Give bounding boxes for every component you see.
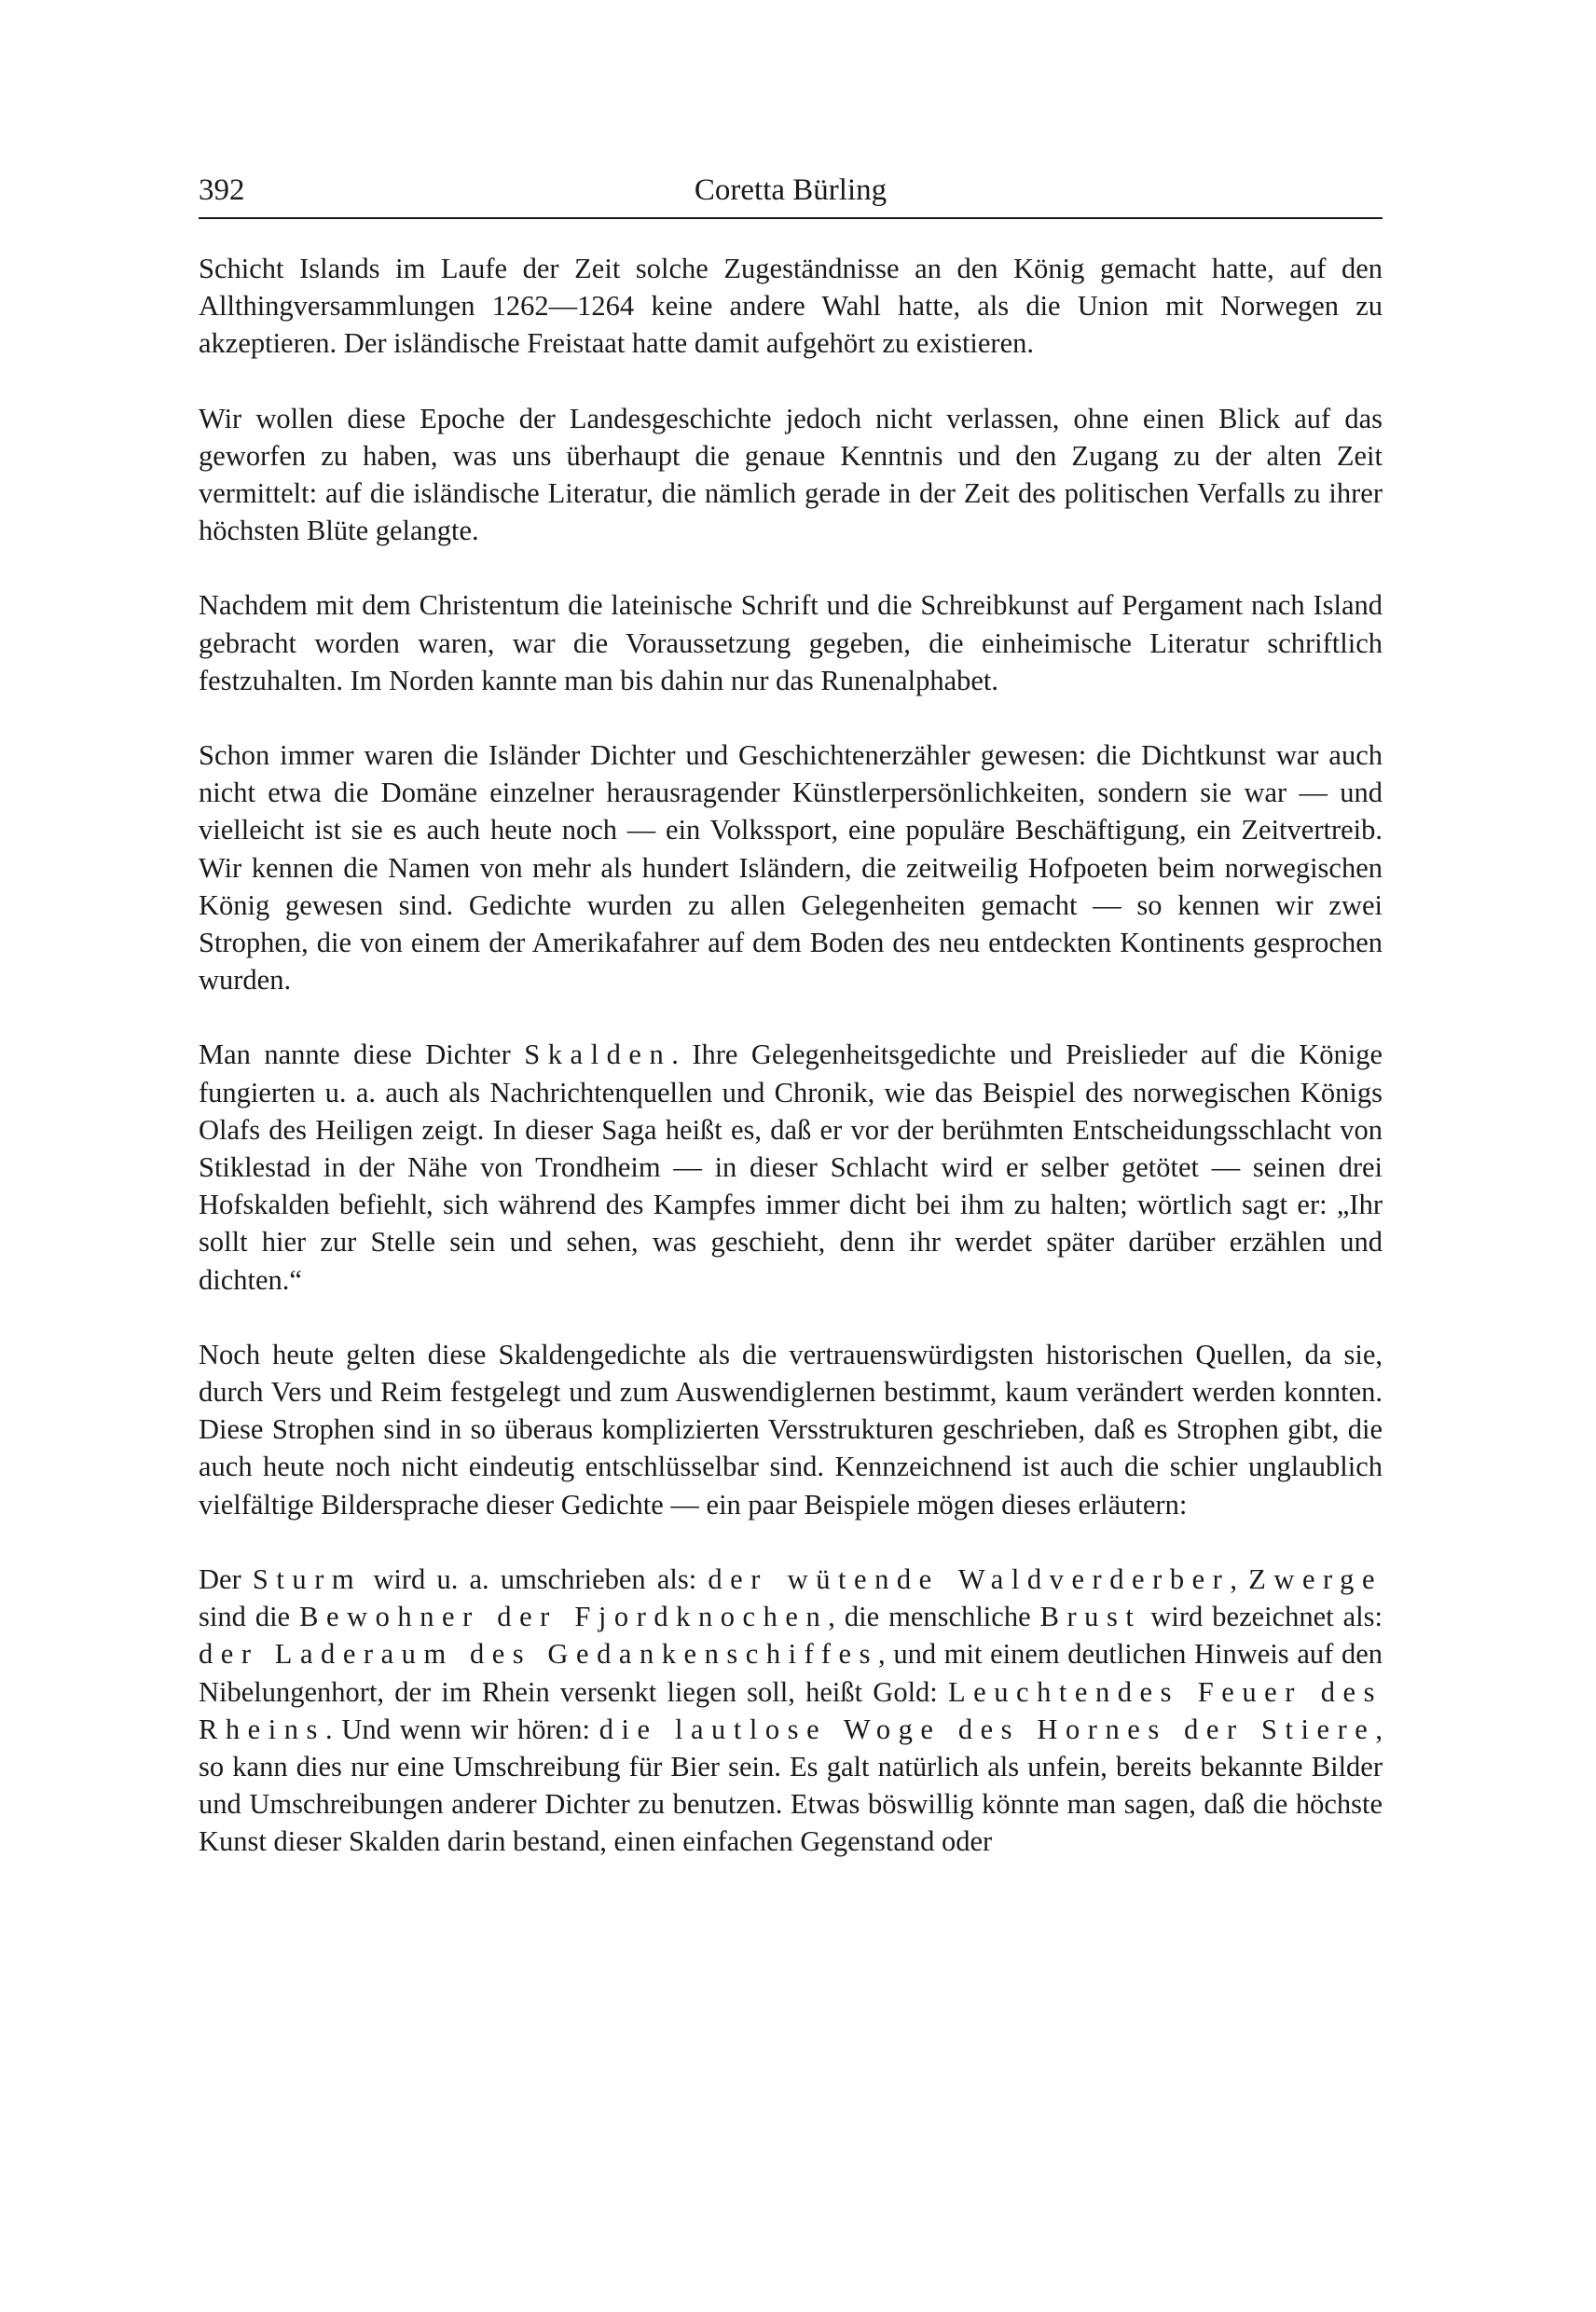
text-run: wird u. a. umschrieben als: (362, 1562, 709, 1595)
spaced-term: Sturm (252, 1562, 363, 1595)
spaced-term: Skalden (524, 1039, 672, 1071)
text-run: Man nannte diese Dichter (199, 1039, 525, 1071)
spaced-term: der wütende Waldverderber (708, 1562, 1231, 1595)
paragraph: Noch heute gelten diese Skaldengedichte als die vertrauenswürdigsten historischen Quellen, da sie, durch Vers und Reim festgelegt und zum Auswendiglernen bestimmt, kaum verändert werden konnten. Diese Strophen sind in so überaus komplizierten Versstrukturen geschrieben, daß es Strophen gibt, die auch heute noch nicht eindeutig entschlüsselbar sind. Kennzeichnend ist auch die schier unglaublich vielfältige Bildersprache dieser Gedichte — ein paar Beispiele mögen dieses erläutern: (199, 1338, 1383, 1521)
text-run: , (1230, 1562, 1249, 1595)
paragraph: Schicht Islands im Laufe der Zeit solche Zugeständnisse an den König gemacht hatte, auf den Allthingversammlungen 1262—1264 keine andere Wahl hatte, als die Union mit Norwegen zu akzeptieren. Der isländische Freistaat hatte damit aufgehört zu existieren. (199, 253, 1383, 360)
document-page (199, 0, 1383, 2312)
spaced-term: Zwerge (1248, 1562, 1383, 1595)
paragraph (199, 1036, 1383, 1298)
text-run: . Ihre Gelegenheitsgedichte und Preislieder auf die Könige fungierten u. a. auch als Nachrichtenquellen und Chronik, wie das Beispiel des norwegischen Königs Olafs des Heiligen zeigt. In dieser Saga heißt es, daß er vor der berühmten Entscheidungsschlacht von Stiklestad in der Nähe von Trondheim — in dieser Schlacht wird er selber getötet — seinen drei Hofskalden befiehlt, sich während des Kampfes immer dicht bei ihm zu halten; wörtlich sagt er: „Ihr sollt hier zur Stelle sein und sehen, was geschieht, denn ihr werdet später darüber erzählen und dichten.“ (199, 1039, 1383, 1296)
running-head: Coretta Bürling (694, 173, 887, 207)
spaced-term: der Laderaum des Gedankenschiffes (199, 1638, 879, 1671)
header-rule (199, 217, 1383, 219)
spaced-term: Leuchtendes Feuer des Rheins (199, 1675, 1383, 1745)
paragraph (199, 1561, 1383, 1861)
spaced-term: Bewohner der Fjordknochen (299, 1601, 829, 1633)
page-number: 392 (199, 173, 245, 207)
spaced-term: Brust (1039, 1601, 1142, 1633)
text-run: , die menschliche (828, 1601, 1040, 1633)
text-run: . Und wenn wir hören: (324, 1713, 599, 1745)
spaced-term: die lautlose Woge des Hornes der Stiere (598, 1713, 1376, 1745)
text-run: Der (199, 1562, 253, 1595)
paragraph: Wir wollen diese Epoche der Landesgeschichte jedoch nicht verlassen, ohne einen Blick auf das geworfen zu haben, was uns überhaupt die genaue Kenntnis und den Zugang zu der alten Zeit vermittelt: auf die isländische Literatur, die nämlich gerade in der Zeit des politischen Verfalls zu ihrer höchsten Blüte gelangte. (199, 402, 1383, 547)
paragraph: Schon immer waren die Isländer Dichter und Geschichtenerzähler gewesen: die Dichtkunst war auch nicht etwa die Domäne einzelner herausragender Künstlerpersönlichkeiten, sondern sie war — und vielleicht ist sie es auch heute noch — ein Volkssport, eine populäre Beschäftigung, ein Zeitvertreib. Wir kennen die Namen von mehr als hundert Isländern, die zeitweilig Hofpoeten beim norwegischen König gewesen sind. Gedichte wurden zu allen Gelegenheiten gemacht — so kennen wir zwei Strophen, die von einem der Amerikafahrer auf dem Boden des neu entdeckten Kontinents gesprochen wurden. (199, 739, 1383, 997)
text-run: , so kann dies nur eine Umschreibung für Bier sein. Es galt natürlich als unfein, bereits bekannte Bilder und Umschreibungen anderer Dichter zu benutzen. Etwas böswillig könnte man sagen, daß die höchste Kunst dieser Skalden darin bestand, einen einfachen Gegenstand oder (199, 1713, 1383, 1858)
text-run: , und mit einem deutlichen Hinweis auf den Nibelungenhort, der im Rhein versenkt liegen soll, heißt Gold: (199, 1638, 1383, 1708)
paragraph: Nachdem mit dem Christentum die lateinische Schrift und die Schreibkunst auf Pergament nach Island gebracht worden waren, war die Voraussetzung gegeben, die einheimische Literatur schriftlich festzuhalten. Im Norden kannte man bis dahin nur das Runenalphabet. (199, 589, 1383, 696)
body-text (199, 250, 1383, 1898)
text-run: wird bezeichnet als: (1141, 1601, 1383, 1633)
text-run: sind die (199, 1601, 300, 1633)
page-header (199, 172, 1383, 218)
